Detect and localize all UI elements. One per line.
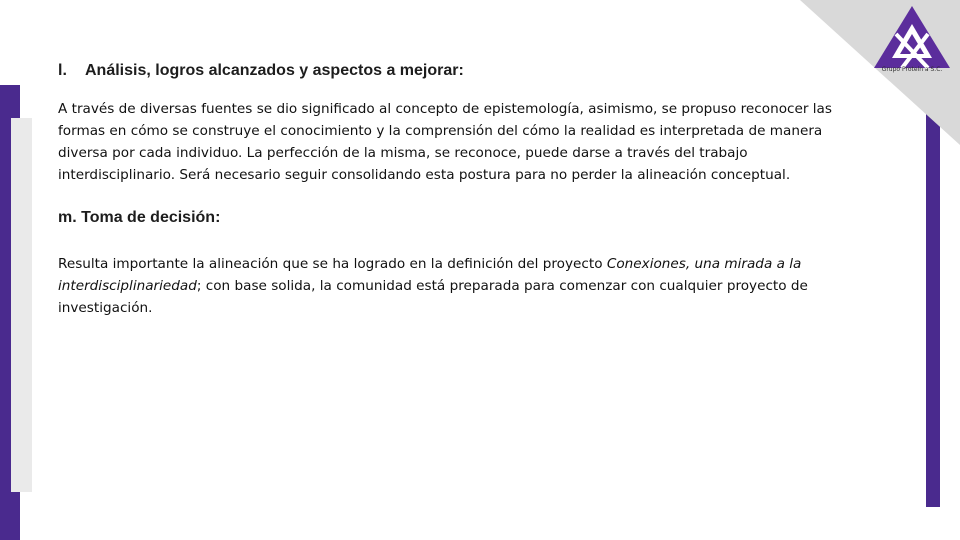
logo-caption: Grupo Proteín a S.C. [881, 66, 943, 73]
section-number: l. [58, 62, 67, 79]
left-gray-bar [11, 118, 32, 492]
section-heading-decision: m. Toma de decisión: [58, 209, 221, 226]
section-heading-text: Análisis, logros alcanzados y aspectos a mejorar: [85, 62, 464, 79]
right-accent-bar [926, 110, 940, 507]
project-title: Conexiones, una mirada a la interdisciplinariedad [58, 256, 802, 294]
section-heading-analysis [58, 62, 464, 80]
decision-paragraph [58, 253, 868, 319]
analysis-paragraph: A través de diversas fuentes se dio significado al concepto de epistemología, asimismo, se propuso reconocer las formas en cómo se construye el conocimiento y la comprensión del cómo la realidad es interpretada de manera diversa por cada individuo. La perfección de la misma, se reconoce, puede darse a través del trabajo interdisciplinario. Será necesario seguir consolidando esta postura para no perder la alineación conceptual. [58, 101, 832, 183]
decision-text-start: Resulta importante la alineación que se ha logrado en la definición del proyecto [58, 256, 607, 272]
decision-text-end: ; con base solida, la comunidad está preparada para comenzar con cualquier proyecto de investigación. [58, 278, 808, 316]
